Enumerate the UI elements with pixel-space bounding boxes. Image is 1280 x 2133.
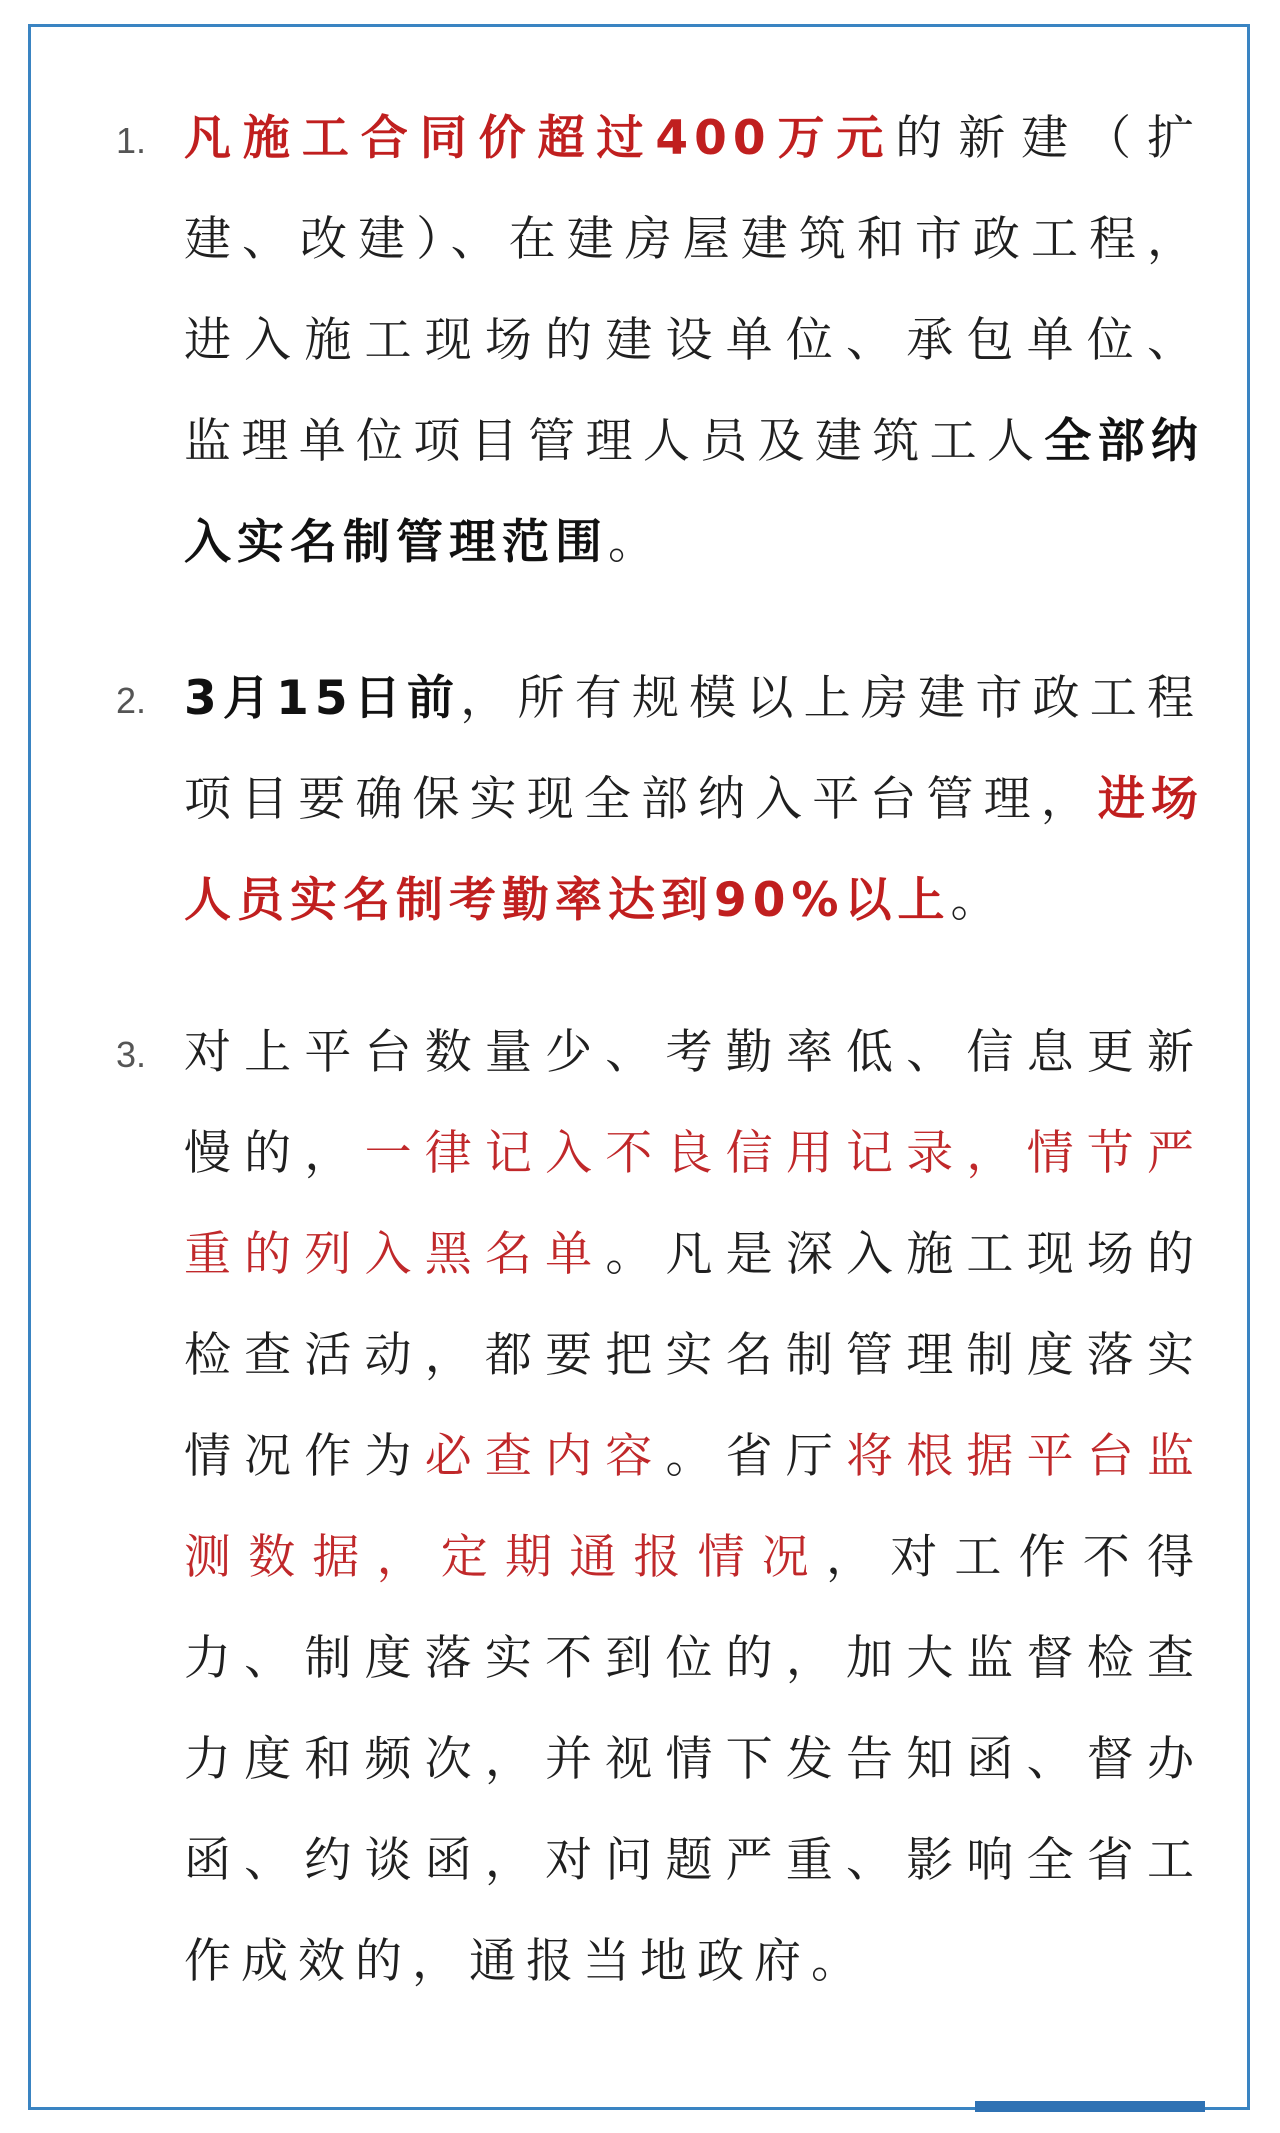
text-segment-red: 将根据平台监测数据，定期通报情况 (184, 1429, 1204, 1585)
text-segment: 。凡是深入施工现场的检查活动，都要把实名制管理制度落实情况作为 (184, 1227, 1204, 1484)
text-segment: 。 (950, 873, 1008, 928)
text-segment-bold: 全部纳入实名制管理范围 (184, 414, 1205, 570)
text-segment: 。 (608, 515, 665, 570)
item-text (184, 648, 1204, 951)
text-segment-red: 一律记入不良信用记录，情节严重的列入黑名单 (184, 1126, 1204, 1282)
text-segment-red: 必查内容 (424, 1429, 666, 1484)
item-number: 3. (116, 1034, 147, 1075)
text-segment-bold: 3月15日前 (184, 671, 461, 726)
text-segment: 的新建（扩建、改建）、在建房屋建筑和市政工程，进入施工现场的建设单位、承包单位、监理单位项目管理人员及建筑工人 (184, 111, 1205, 469)
item-number: 1. (116, 120, 147, 161)
item-text (184, 1002, 1204, 2012)
frame-accent-bar (975, 2101, 1205, 2112)
text-segment: 对上平台数量少、考勤率低、信息更新慢的， (184, 1025, 1204, 1181)
text-segment-highlight: 凡施工合同价超过400万元 (184, 111, 896, 166)
text-segment: ，对工作不得力、制度落实不到位的，加大监督检查力度和频次，并视情下发告知函、督办函、约谈函，对问题严重、影响全省工作成效的，通报当地政府。 (184, 1530, 1204, 1989)
text-segment-highlight: 进场人员实名制考勤率达到90%以上 (184, 772, 1205, 928)
item-text (184, 88, 1204, 593)
text-segment: 。省厅 (665, 1429, 847, 1484)
item-number: 2. (116, 680, 147, 721)
text-segment: ，所有规模以上房建市政工程项目要确保实现全部纳入平台管理， (184, 671, 1205, 827)
